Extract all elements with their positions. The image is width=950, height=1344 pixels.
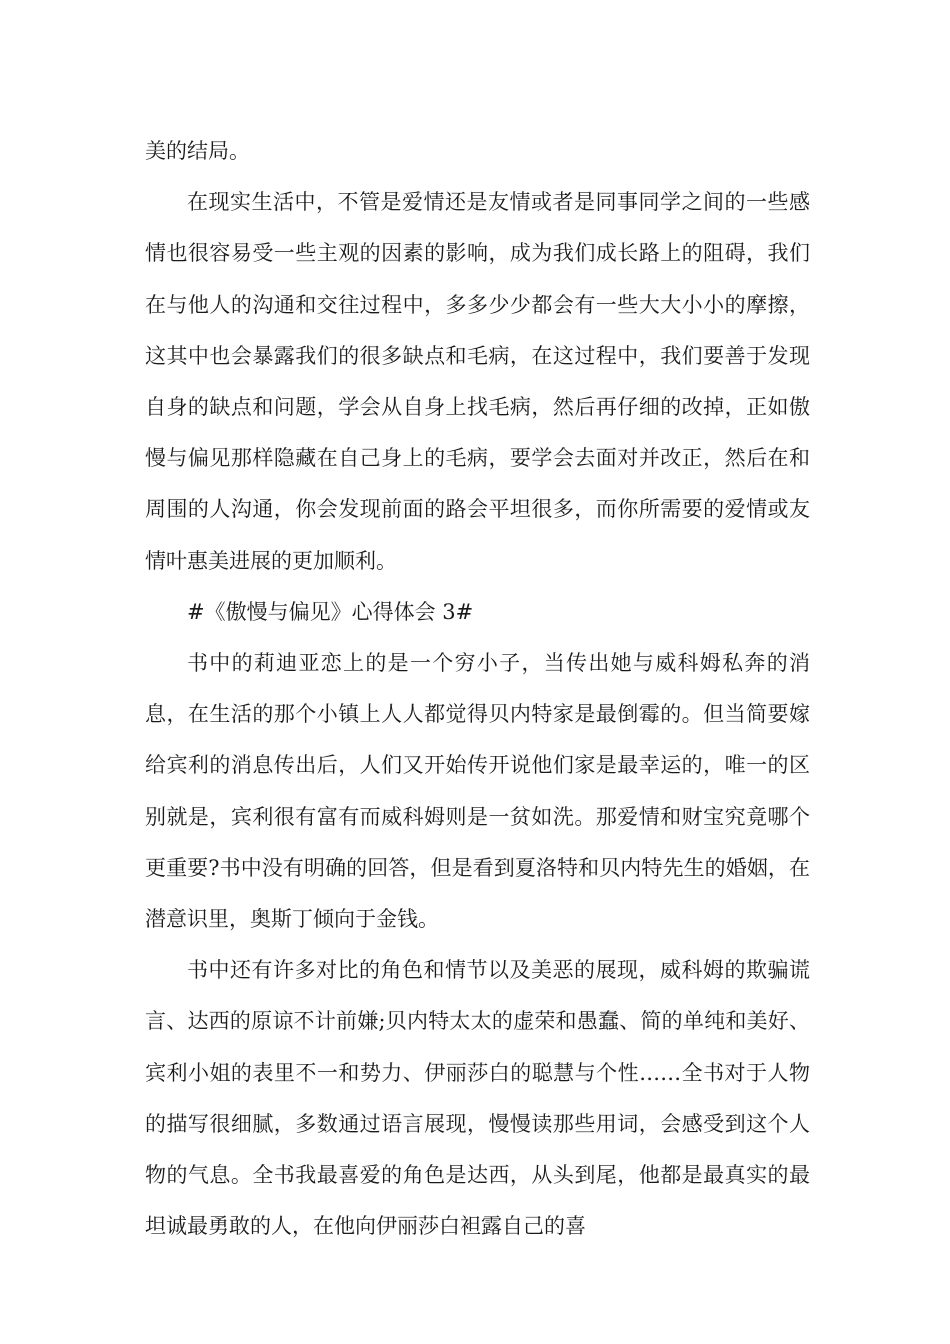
paragraph-continuation: 美的结局。 — [145, 139, 250, 163]
document-body — [145, 126, 810, 1252]
paragraph-lydia: 书中的莉迪亚恋上的是一个穷小子，当传出她与威科姆私奔的消息，在生活的那个小镇上人人都觉得贝内特家是最倒霉的。但当简要嫁给宾利的消息传出后，人们又开始传开说他们家是最幸运的，唯一的区别就是，宾利很有富有而威科姆则是一贫如洗。那爱情和财宝究竟哪个更重要?书中没有明确的回答，但是看到夏洛特和贝内特先生的婚姻，在潜意识里，奥斯丁倾向于金钱。 — [145, 651, 810, 932]
paragraph-reflection: 在现实生活中，不管是爱情还是友情或者是同事同学之间的一些感情也很容易受一些主观的因素的影响，成为我们成长路上的阻碍，我们在与他人的沟通和交往过程中，多多少少都会有一些大大小小的摩擦，这其中也会暴露我们的很多缺点和毛病，在这过程中，我们要善于发现自身的缺点和问题，学会从自身上找毛病，然后再仔细的改掉，正如傲慢与偏见那样隐藏在自己身上的毛病，要学会去面对并改正，然后在和周围的人沟通，你会发现前面的路会平坦很多，而你所需要的爱情或友情叶惠美进展的更加顺利。 — [145, 190, 810, 573]
paragraph-characters: 书中还有许多对比的角色和情节以及美恶的展现，威科姆的欺骗谎言、达西的原谅不计前嫌;贝内特太太的虚荣和愚蠢、简的单纯和美好、宾利小姐的表里不一和势力、伊丽莎白的聪慧与个性……全书对于人物的描写很细腻，多数通过语言展现，慢慢读那些用词，会感受到这个人物的气息。全书我最喜爱的角色是达西，从头到尾，他都是最真实的最坦诚最勇敢的人，在他向伊丽莎白袒露自己的喜 — [145, 958, 810, 1239]
section-heading: #《傲慢与偏见》心得体会 3# — [187, 599, 474, 624]
